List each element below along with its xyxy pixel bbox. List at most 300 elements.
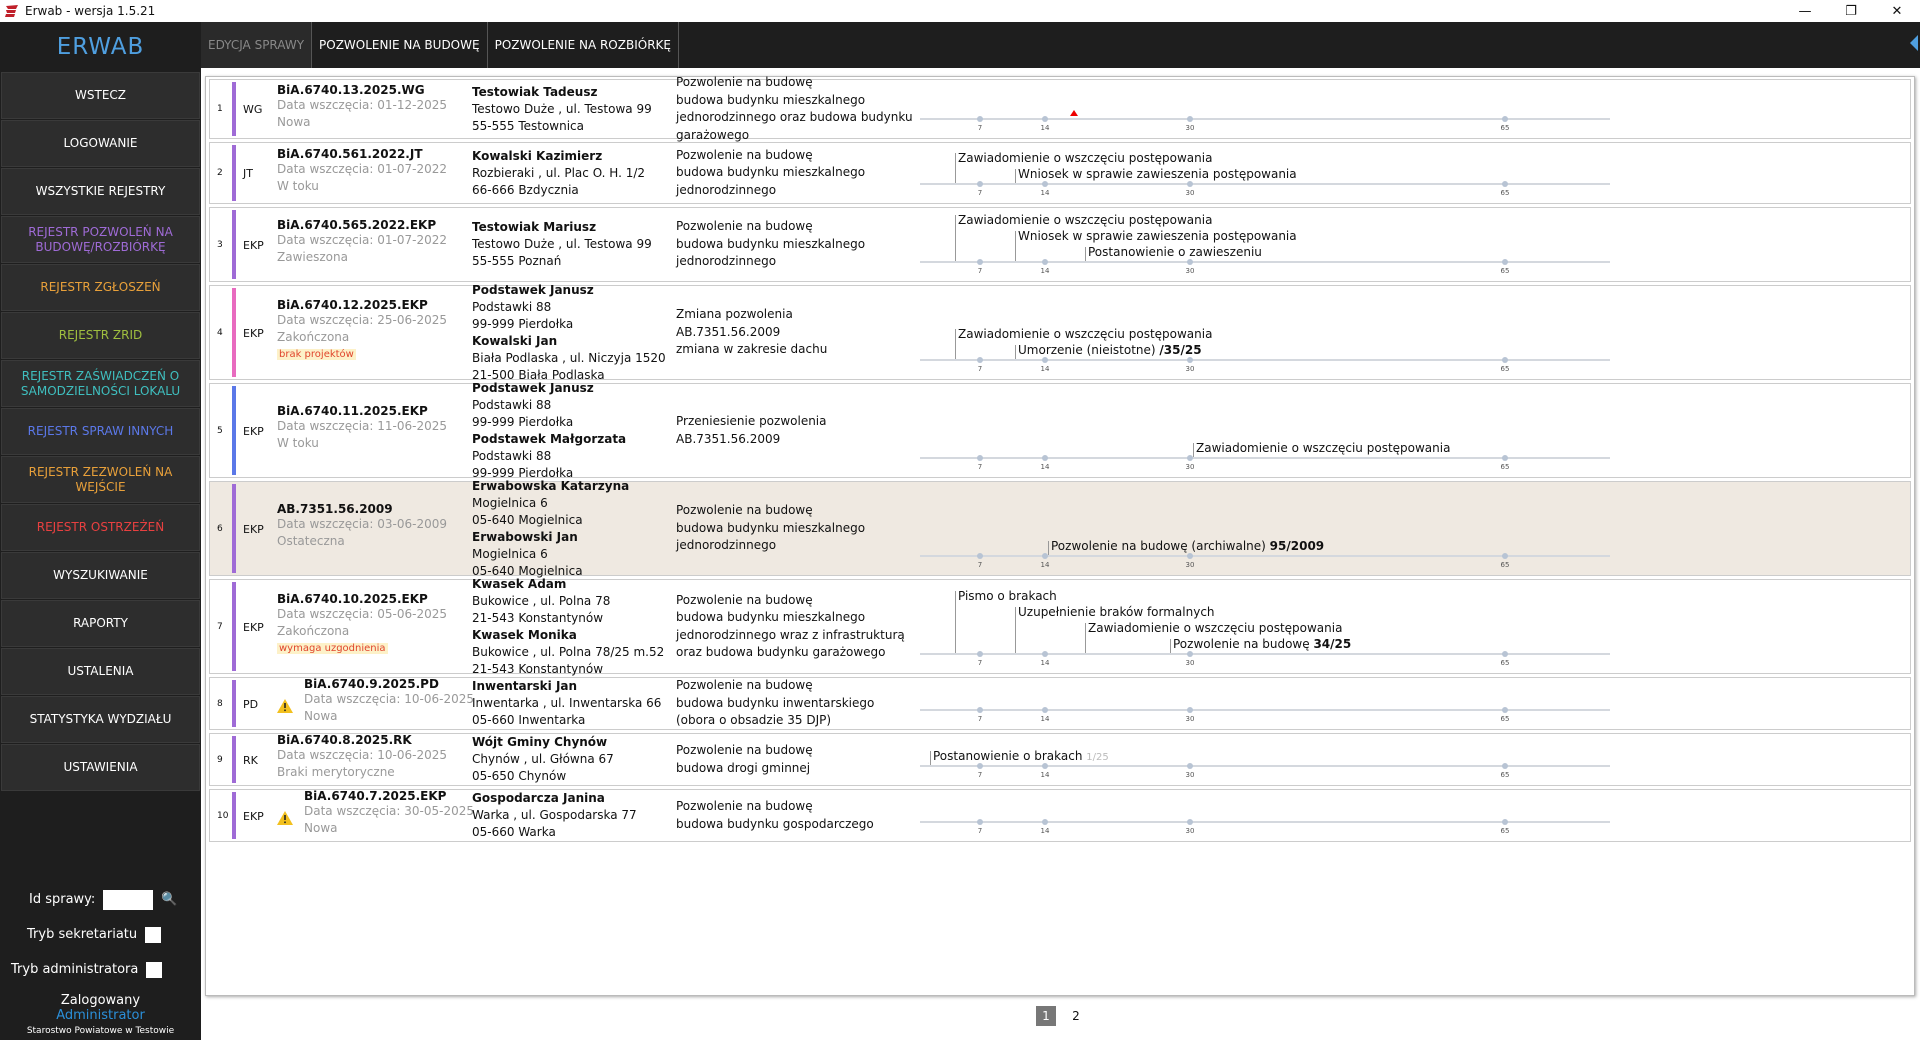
party-name: Inwentarski Jan [472, 679, 578, 693]
party-address: Podstawki 88 [472, 299, 552, 314]
timeline-tick-label: 7 [977, 771, 983, 779]
app-logo-icon [5, 4, 19, 18]
case-status: Nowa [304, 821, 338, 835]
description-line: zmiana w zakresie dachu [676, 342, 828, 357]
case-tag-badge: brak projektów [279, 348, 354, 360]
timeline-milestone [1187, 819, 1193, 825]
timeline-tick-label: 14 [1040, 124, 1050, 132]
officer-initials: EKP [243, 326, 264, 340]
description-line: jednorodzinnego [676, 182, 777, 197]
admin-mode-checkbox[interactable] [146, 962, 162, 978]
description-line: budowa budynku inwentarskiego [676, 695, 875, 710]
parties [472, 576, 672, 678]
timeline-tick-label: 14 [1040, 463, 1050, 471]
register-color-bar [232, 145, 236, 201]
timeline-tick-label: 30 [1185, 124, 1195, 132]
timeline-event[interactable] [1051, 539, 1324, 553]
case-row[interactable] [209, 733, 1911, 786]
timeline-event[interactable] [1088, 621, 1342, 635]
description-line: Pozwolenie na budowę [676, 799, 813, 813]
logged-in-label: Zalogowany [60, 993, 141, 1008]
party-address: Chynów , ul. Główna 67 [472, 752, 614, 766]
event-connector [955, 215, 956, 261]
party-address: Podstawki 88 [472, 397, 552, 412]
timeline[interactable] [920, 734, 1620, 787]
timeline-tick-label: 14 [1040, 715, 1050, 723]
minimize-icon[interactable]: — [1798, 3, 1812, 19]
case-status: Nowa [304, 709, 338, 723]
timeline-milestone [1042, 181, 1048, 187]
timeline-tick-label: 65 [1500, 365, 1510, 373]
row-number: 2 [217, 168, 223, 178]
timeline-milestone [1187, 357, 1193, 363]
party-address: Mogielnica 6 [472, 546, 548, 561]
party-name: Kwasek Monika [472, 627, 577, 642]
case-list [205, 76, 1915, 996]
sidebar-item[interactable]: REJESTR ZAŚWIADCZEŃ O SAMODZIELNOŚCI LOKALU [1, 360, 200, 407]
parties [472, 734, 672, 785]
party-address: 05-660 Inwentarka [472, 713, 586, 727]
sidebar-item[interactable]: REJESTR OSTRZEŻEŃ [1, 504, 200, 551]
timeline[interactable] [920, 384, 1620, 479]
register-color-bar [232, 288, 236, 377]
timeline-tick-label: 30 [1185, 463, 1195, 471]
party-address: Bukowice , ul. Polna 78/25 m.52 [472, 644, 665, 659]
timeline-milestone [1502, 455, 1508, 461]
case-description [676, 502, 916, 555]
party-address: 05-650 Chynów [472, 769, 567, 783]
case-number[interactable]: BiA.6740.7.2025.EKP [304, 789, 447, 803]
parties [472, 478, 672, 580]
timeline-tick-label: 65 [1500, 267, 1510, 275]
timeline-event[interactable] [958, 151, 1212, 165]
case-description [676, 306, 916, 359]
timeline-milestone [1042, 819, 1048, 825]
case-number[interactable]: BiA.6740.10.2025.EKP [277, 591, 428, 606]
case-start-date: Data wszczęcia: 25-06-2025 [277, 312, 447, 327]
warning-icon [277, 811, 293, 828]
timeline-milestone [1502, 651, 1508, 657]
timeline-tick-label: 7 [977, 267, 983, 275]
case-status: Ostateczna [277, 534, 345, 548]
timeline-tick-label: 65 [1500, 771, 1510, 779]
case-info [277, 83, 467, 131]
party-name: Podstawek Małgorzata [472, 431, 627, 446]
page-button[interactable]: 2 [1072, 1009, 1080, 1023]
description-line: (obora o obsadzie 35 DJP) [676, 713, 832, 728]
timeline-tick-label: 14 [1040, 267, 1050, 275]
timeline-milestone [977, 259, 983, 265]
timeline-milestone [1187, 116, 1193, 122]
case-description [676, 742, 916, 777]
case-status: Nowa [277, 114, 311, 129]
sidebar-item[interactable]: USTALENIA [1, 648, 200, 695]
register-color-bar [232, 792, 236, 839]
case-info [277, 147, 467, 195]
party-address: 21-500 Biała Podlaska [472, 367, 605, 382]
title-bar [0, 0, 1920, 22]
party-address: Biała Podlaska , ul. Niczyja 1520 [472, 350, 666, 365]
timeline-milestone [1042, 763, 1048, 769]
case-row[interactable] [209, 677, 1911, 730]
party-address: 21-543 Konstantynów [472, 661, 604, 676]
timeline-tick-label: 30 [1185, 365, 1195, 373]
timeline-milestone [977, 707, 983, 713]
register-color-bar [232, 582, 236, 671]
case-number[interactable]: BiA.6740.561.2022.JT [277, 146, 423, 161]
party-address: Bukowice , ul. Polna 78 [472, 593, 611, 608]
event-connector [1193, 443, 1194, 457]
party-name: Testowiak Tadeusz [472, 84, 598, 99]
brand-logo: ERWAB [56, 34, 145, 60]
parties [472, 148, 672, 199]
event-title: Wniosek w sprawie zawieszenia postępowania [1018, 229, 1297, 243]
party-address: 55-555 Poznań [472, 254, 562, 268]
timeline-tick-label: 7 [977, 561, 983, 569]
timeline-tick-label: 65 [1500, 715, 1510, 723]
timeline-milestone [1187, 259, 1193, 265]
case-row[interactable] [209, 789, 1911, 842]
description-line: Zmiana pozwolenia [676, 307, 793, 322]
parties [472, 282, 672, 384]
description-line: jednorodzinnego wraz z infrastrukturą [676, 627, 905, 642]
event-connector [930, 751, 931, 765]
party-address: 05-660 Warka [472, 825, 556, 839]
parties [472, 380, 672, 482]
officer-initials: EKP [243, 238, 264, 252]
case-info [277, 404, 467, 452]
officer-initials: EKP [243, 809, 264, 823]
case-number[interactable]: BiA.6740.8.2025.RK [277, 733, 412, 747]
secretariat-mode-label: Tryb sekretariatu [27, 927, 138, 942]
case-info [277, 502, 467, 550]
timeline-tick-label: 7 [977, 189, 983, 197]
event-title: Uzupełnienie braków formalnych [1018, 605, 1215, 619]
party-name: Podstawek Janusz [472, 380, 594, 395]
timeline-tick-label: 7 [977, 463, 983, 471]
sidebar [0, 22, 201, 1040]
restore-icon[interactable]: ❐ [1845, 3, 1857, 19]
event-title: Wniosek w sprawie zawieszenia postępowania [1018, 167, 1297, 181]
party-address: 05-640 Mogielnica [472, 563, 583, 578]
case-start-date: Data wszczęcia: 10-06-2025 [304, 692, 474, 706]
timeline-tick-label: 30 [1185, 561, 1195, 569]
officer-initials: RK [243, 753, 258, 767]
timeline-tick-label: 65 [1500, 827, 1510, 835]
tab-item[interactable]: EDYCJA SPRAWY [201, 22, 312, 68]
sidebar-item[interactable]: WSTECZ [1, 72, 200, 119]
close-icon[interactable]: ✕ [1891, 3, 1903, 19]
timeline[interactable] [920, 143, 1620, 205]
case-description [676, 147, 916, 200]
register-color-bar [232, 680, 236, 727]
timeline-milestone [1042, 357, 1048, 363]
timeline-tick-label: 14 [1040, 827, 1050, 835]
case-description [676, 677, 916, 730]
case-row[interactable] [209, 75, 1911, 142]
sidebar-item[interactable]: RAPORTY [1, 600, 200, 647]
sidebar-item[interactable]: WSZYSTKIE REJESTRY [1, 168, 200, 215]
parties [472, 84, 672, 135]
event-title: Pismo o brakach [958, 589, 1057, 603]
timeline-event[interactable] [933, 749, 1109, 763]
case-id-input[interactable] [103, 890, 153, 910]
event-connector [1170, 639, 1171, 653]
timeline[interactable] [920, 208, 1620, 283]
event-title: Zawiadomienie o wszczęciu postępowania [958, 213, 1213, 227]
party-address: 99-999 Pierdołka [472, 316, 574, 331]
description-line: Pozwolenie na budowę [676, 219, 813, 234]
timeline-milestone [977, 181, 983, 187]
timeline-event[interactable] [1173, 637, 1351, 651]
timeline[interactable] [920, 678, 1620, 731]
parties [472, 790, 672, 841]
case-info [277, 298, 467, 360]
description-line: Pozwolenie na budowę [676, 743, 813, 757]
event-title: Zawiadomienie o wszczęciu postępowania [958, 151, 1213, 165]
timeline-tick-label: 30 [1185, 771, 1195, 779]
admin-mode-label: Tryb administratora [11, 962, 139, 977]
timeline-tick-label: 7 [977, 124, 983, 132]
party-address: 99-999 Pierdołka [472, 414, 574, 429]
timeline-milestone [1042, 116, 1048, 122]
party-address: Warka , ul. Gospodarska 77 [472, 808, 637, 822]
row-number: 1 [217, 104, 223, 114]
sidebar-item[interactable]: LOGOWANIE [1, 120, 200, 167]
timeline-tick-label: 7 [977, 659, 983, 667]
description-line: garażowego [676, 127, 750, 142]
case-description [676, 592, 916, 662]
timeline-milestone [1502, 259, 1508, 265]
register-color-bar [232, 82, 236, 136]
collapse-arrow-icon[interactable] [1910, 35, 1918, 51]
tab-item[interactable]: POZWOLENIE NA BUDOWĘ [312, 22, 488, 68]
timeline-tick-label: 30 [1185, 827, 1195, 835]
officer-initials: EKP [243, 620, 264, 634]
sidebar-item[interactable]: STATYSTYKA WYDZIAŁU [1, 696, 200, 743]
timeline-tick-label: 30 [1185, 189, 1195, 197]
case-status: Braki merytoryczne [277, 765, 395, 779]
officer-initials: JT [243, 167, 253, 180]
event-connector [1015, 607, 1016, 653]
event-number: 95/2009 [1269, 539, 1325, 553]
event-connector [1015, 345, 1016, 359]
timeline-event[interactable] [1018, 229, 1297, 243]
party-address: 21-543 Konstantynów [472, 610, 604, 625]
event-number: 34/25 [1313, 637, 1352, 651]
timeline-tick-label: 14 [1040, 561, 1050, 569]
case-row[interactable] [209, 142, 1911, 204]
party-address: 55-555 Testownica [472, 118, 584, 133]
description-line: Pozwolenie na budowę [676, 503, 813, 518]
timeline-tick-label: 7 [977, 715, 983, 723]
timeline-event[interactable] [958, 213, 1212, 227]
timeline[interactable] [920, 482, 1620, 577]
timeline-milestone [977, 116, 983, 122]
timeline-event[interactable] [1018, 343, 1202, 357]
tab-bar [201, 22, 1920, 68]
case-number[interactable]: BiA.6740.13.2025.WG [277, 82, 425, 97]
sidebar-item[interactable]: REJESTR ZGŁOSZEŃ [1, 264, 200, 311]
timeline-event[interactable] [1088, 245, 1262, 259]
case-start-date: Data wszczęcia: 05-06-2025 [277, 606, 447, 621]
timeline-milestone [1187, 651, 1193, 657]
event-title: Umorzenie (nieistotne) [1018, 343, 1160, 357]
case-row[interactable] [209, 207, 1911, 282]
timeline-event[interactable] [1196, 441, 1450, 455]
event-title: Zawiadomienie o wszczęciu postępowania [1088, 621, 1343, 635]
timeline-milestone [1502, 819, 1508, 825]
case-info [277, 733, 467, 781]
event-connector [1085, 623, 1086, 653]
party-address: Testowo Duże , ul. Testowa 99 [472, 237, 652, 251]
timeline-milestone [1042, 651, 1048, 657]
register-color-bar [232, 210, 236, 279]
timeline-milestone [1502, 763, 1508, 769]
officer-initials: WG [243, 103, 263, 116]
timeline-event[interactable] [958, 327, 1212, 341]
event-connector [1015, 169, 1016, 183]
timeline-tick-label: 65 [1500, 659, 1510, 667]
event-connector [1048, 541, 1049, 555]
timeline-event[interactable] [1018, 167, 1297, 181]
case-tag-badge: wymaga uzgodnienia [279, 642, 386, 654]
search-icon[interactable]: 🔍 [161, 892, 178, 907]
timeline-event[interactable] [1018, 605, 1215, 619]
timeline-tick-label: 65 [1500, 124, 1510, 132]
event-connector [955, 591, 956, 653]
case-status: Zawieszona [277, 250, 348, 264]
event-title: Zawiadomienie o wszczęciu postępowania [958, 327, 1213, 341]
case-number[interactable]: BiA.6740.12.2025.EKP [277, 297, 428, 312]
case-row[interactable] [209, 576, 1911, 676]
timeline-milestone [1042, 259, 1048, 265]
row-number: 10 [217, 810, 229, 821]
timeline-milestone [1042, 707, 1048, 713]
event-connector [955, 153, 956, 183]
row-number: 7 [217, 621, 223, 632]
row-number: 9 [217, 754, 223, 765]
case-info [304, 789, 494, 837]
case-start-date: Data wszczęcia: 10-06-2025 [277, 748, 447, 762]
party-name: Kowalski Jan [472, 333, 558, 348]
case-status: W toku [277, 178, 319, 193]
case-row[interactable] [209, 478, 1911, 578]
case-start-date: Data wszczęcia: 30-05-2025 [304, 804, 474, 818]
timeline-milestone [1502, 116, 1508, 122]
description-line: budowa budynku mieszkalnego [676, 610, 866, 624]
register-color-bar [232, 386, 236, 475]
case-number[interactable]: BiA.6740.11.2025.EKP [277, 404, 428, 418]
sidebar-item[interactable]: WYSZUKIWANIE [1, 552, 200, 599]
case-id-label: Id sprawy: [29, 892, 96, 907]
party-name: Erwabowska Katarzyna [472, 478, 630, 493]
warning-icon [277, 699, 293, 716]
event-title: Pozwolenie na budowę (archiwalne) [1051, 539, 1270, 553]
case-start-date: Data wszczęcia: 03-06-2009 [277, 517, 447, 531]
register-color-bar [232, 736, 236, 783]
timeline[interactable] [920, 790, 1620, 843]
case-start-date: Data wszczęcia: 11-06-2025 [277, 419, 447, 433]
case-number[interactable]: BiA.6740.9.2025.PD [304, 677, 439, 691]
description-line: jednorodzinnego oraz budowa budynku [676, 110, 913, 124]
timeline-milestone [977, 651, 983, 657]
pagination [1036, 1006, 1086, 1026]
timeline-milestone [977, 819, 983, 825]
timeline-event[interactable] [958, 589, 1057, 603]
description-line: budowa budynku gospodarczego [676, 816, 874, 831]
officer-initials: PD [243, 697, 259, 711]
case-info [304, 677, 494, 725]
description-line: AB.7351.56.2009 [676, 431, 781, 446]
timeline-tick-label: 7 [977, 365, 983, 373]
timeline-milestone [977, 763, 983, 769]
parties [472, 678, 672, 729]
description-line: oraz budowa budynku garażowego [676, 645, 886, 659]
description-line: jednorodzinnego [676, 254, 777, 269]
timeline-tick-label: 14 [1040, 659, 1050, 667]
case-status: W toku [277, 436, 319, 450]
secretariat-mode-checkbox[interactable] [145, 927, 161, 943]
case-start-date: Data wszczęcia: 01-12-2025 [277, 97, 447, 112]
party-address: Podstawki 88 [472, 448, 552, 463]
party-name: Testowiak Mariusz [472, 220, 597, 234]
timeline-tick-label: 7 [977, 827, 983, 835]
timeline-milestone [977, 455, 983, 461]
timeline-tick-label: 30 [1185, 715, 1195, 723]
timeline-milestone [1502, 181, 1508, 187]
case-row[interactable] [209, 282, 1911, 382]
sidebar-item[interactable]: REJESTR SPRAW INNYCH [1, 408, 200, 455]
case-number[interactable]: BiA.6740.565.2022.EKP [277, 218, 437, 232]
party-address: 99-999 Pierdołka [472, 465, 574, 480]
organization-name: Starostwo Powiatowe w Testowie [26, 1026, 175, 1036]
timeline-tick-label: 65 [1500, 463, 1510, 471]
sidebar-item[interactable]: REJESTR ZRID [1, 312, 200, 359]
timeline-milestone [1502, 707, 1508, 713]
party-address: Rozbieraki , ul. Plac O. H. 1/2 [472, 165, 646, 180]
row-number: 5 [217, 425, 223, 436]
case-row[interactable] [209, 380, 1911, 480]
case-description [676, 218, 916, 271]
event-number: 1/25 [1086, 752, 1109, 763]
row-number: 3 [217, 239, 223, 250]
sidebar-item[interactable]: USTAWIENIA [1, 744, 200, 791]
case-info [277, 592, 467, 654]
timeline[interactable] [920, 580, 1620, 675]
timeline-tick-label: 30 [1185, 659, 1195, 667]
timeline-milestone [1042, 455, 1048, 461]
timeline-today-marker [1070, 110, 1078, 116]
case-info [277, 218, 467, 266]
tab-item[interactable]: POZWOLENIE NA ROZBIÓRKĘ [488, 22, 679, 68]
description-line: budowa drogi gminnej [676, 760, 811, 775]
timeline[interactable] [920, 80, 1620, 140]
logged-in-user[interactable]: Administrator [56, 1008, 145, 1023]
party-name: Kwasek Adam [472, 576, 567, 591]
row-number: 8 [217, 698, 223, 709]
sidebar-item[interactable]: REJESTR POZWOLEŃ NA BUDOWĘ/ROZBIÓRKĘ [1, 216, 200, 263]
timeline-milestone [1187, 553, 1193, 559]
page-button[interactable]: 1 [1036, 1006, 1056, 1026]
case-number[interactable]: AB.7351.56.2009 [277, 502, 393, 516]
sidebar-item[interactable]: REJESTR ZEZWOLEŃ NA WEJŚCIE [1, 456, 200, 503]
description-line: Pozwolenie na budowę [676, 678, 813, 693]
event-connector [1015, 231, 1016, 261]
event-title: Postanowienie o brakach [933, 749, 1087, 763]
timeline[interactable] [920, 286, 1620, 381]
case-status: Zakończona [277, 623, 350, 638]
